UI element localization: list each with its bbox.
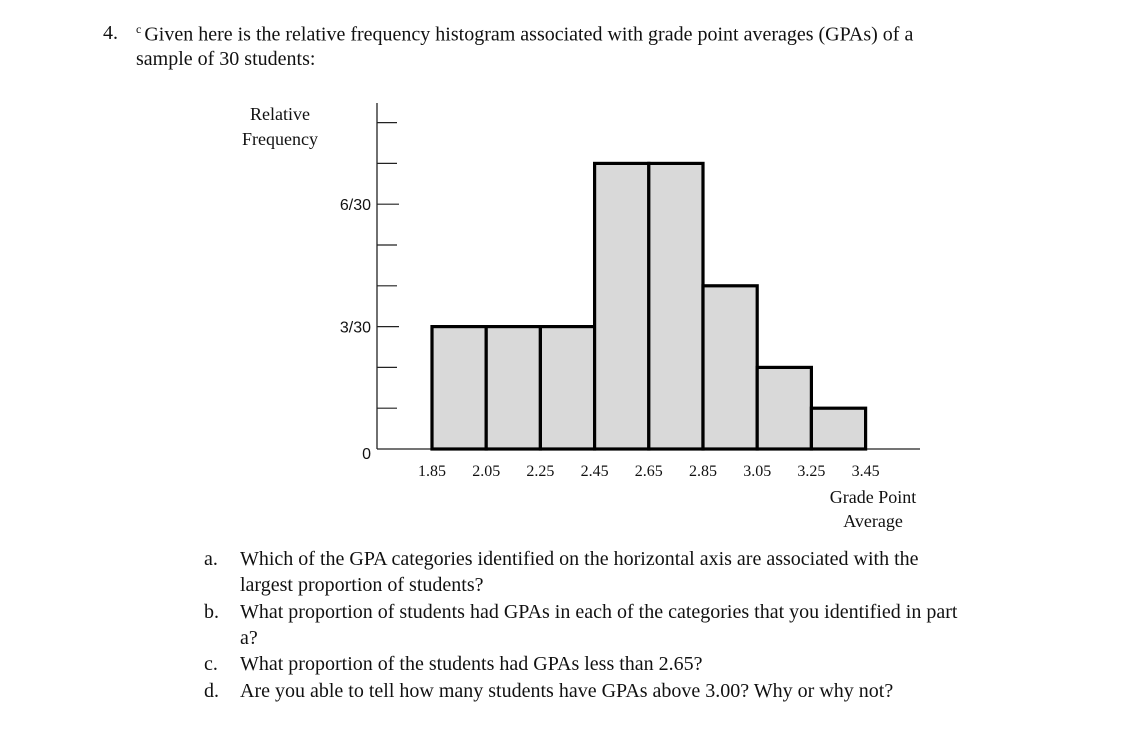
histogram-bar xyxy=(540,327,594,449)
part-a-line-2: largest proportion of students? xyxy=(240,574,484,596)
histogram-bar xyxy=(703,286,757,449)
part-b-line-2: a? xyxy=(240,627,258,649)
histogram-bar xyxy=(595,163,649,449)
part-a-line-1: Which of the GPA categories identified on the horizontal axis are associated with the xyxy=(240,548,919,570)
part-a-label: a. xyxy=(204,548,218,570)
x-tick-label: 3.25 xyxy=(797,463,826,480)
question-intro-line-2: sample of 30 students: xyxy=(136,48,316,70)
x-tick-label: 3.45 xyxy=(851,463,880,480)
y-axis-label: Relative xyxy=(250,104,310,124)
histogram-bar xyxy=(432,327,486,449)
part-b-label: b. xyxy=(204,601,219,623)
part-d-line-1: Are you able to tell how many students have GPAs above 3.00? Why or why not? xyxy=(240,680,894,702)
x-tick-label: 2.05 xyxy=(472,463,501,480)
y-tick-label: 6/30 xyxy=(339,197,371,215)
histogram-bar xyxy=(757,367,811,449)
question-intro-text-1: Given here is the relative frequency histogram associated with grade point averages (GPAs) of a xyxy=(144,23,914,46)
question-number: 4. xyxy=(103,22,118,44)
y-tick-label: 3/30 xyxy=(339,319,371,337)
x-tick-label: 2.25 xyxy=(526,463,555,480)
part-c-line-1: What proportion of the students had GPAs less than 2.65? xyxy=(240,653,703,675)
x-tick-label: 2.45 xyxy=(580,463,609,480)
x-tick-label: 2.65 xyxy=(634,463,663,480)
y-tick-label: 0 xyxy=(362,446,371,463)
histogram-bar xyxy=(811,408,865,449)
part-c-label: c. xyxy=(204,653,218,675)
part-d-label: d. xyxy=(204,680,219,702)
x-axis-label: Average xyxy=(843,511,903,531)
question-marker: c xyxy=(136,22,142,36)
x-tick-label: 2.85 xyxy=(689,463,717,480)
histogram-bar xyxy=(649,163,703,449)
x-axis-label: Grade Point xyxy=(829,487,917,507)
part-b-line-1: What proportion of students had GPAs in each of the categories that you identified in part xyxy=(240,601,958,623)
histogram-bar xyxy=(486,327,540,449)
x-tick-label: 3.05 xyxy=(743,463,772,480)
y-axis-label: Frequency xyxy=(242,129,318,149)
x-tick-label: 1.85 xyxy=(418,463,446,480)
